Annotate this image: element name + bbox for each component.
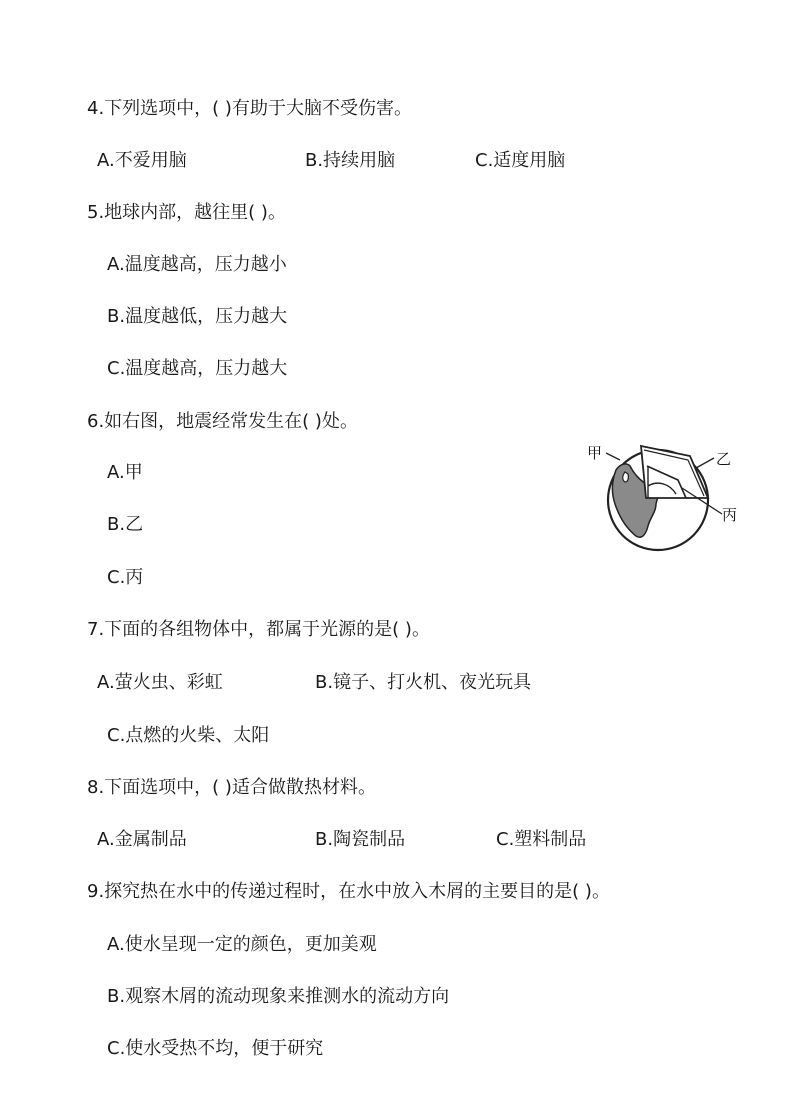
question-9-option-a[interactable]: A.使水呈现一定的颜色，更加美观 [107, 934, 377, 955]
island-shape [623, 472, 629, 482]
question-4-stem: 4.下列选项中，( )有助于大脑不受伤害。 [87, 98, 412, 119]
question-5-stem: 5.地球内部，越往里( )。 [87, 202, 286, 223]
question-8-option-c[interactable]: C.塑料制品 [496, 829, 587, 850]
jia-leader-line [606, 453, 620, 460]
question-7-option-c[interactable]: C.点燃的火柴、太阳 [107, 725, 270, 746]
question-5-option-b[interactable]: B.温度越低，压力越大 [107, 306, 288, 327]
label-bing: 丙 [722, 506, 738, 524]
question-6-stem: 6.如右图，地震经常发生在( )处。 [87, 411, 358, 432]
question-7-option-b[interactable]: B.镜子、打火机、夜光玩具 [315, 672, 532, 693]
question-5-option-c[interactable]: C.温度越高，压力越大 [107, 358, 288, 379]
question-5-option-a[interactable]: A.温度越高，压力越小 [107, 254, 287, 275]
question-9-stem: 9.探究热在水中的传递过程时，在水中放入木屑的主要目的是( )。 [87, 881, 610, 902]
question-7-stem: 7.下面的各组物体中，都属于光源的是( )。 [87, 619, 430, 640]
question-4-option-a[interactable]: A.不爱用脑 [97, 150, 187, 171]
earth-structure-figure [586, 436, 746, 552]
question-6-option-a[interactable]: A.甲 [107, 462, 143, 483]
question-8-option-b[interactable]: B.陶瓷制品 [315, 829, 406, 850]
question-4-option-b[interactable]: B.持续用脑 [305, 150, 396, 171]
yi-leader-line [696, 458, 714, 468]
label-jia: 甲 [587, 444, 603, 462]
question-8-stem: 8.下面选项中，( )适合做散热材料。 [87, 777, 376, 798]
question-9-option-c[interactable]: C.使水受热不均，便于研究 [107, 1038, 324, 1059]
question-4-option-c[interactable]: C.适度用脑 [475, 150, 566, 171]
question-7-option-a[interactable]: A.萤火虫、彩虹 [97, 672, 223, 693]
question-8-option-a[interactable]: A.金属制品 [97, 829, 187, 850]
question-9-option-b[interactable]: B.观察木屑的流动现象来推测水的流动方向 [107, 986, 450, 1007]
question-6-option-c[interactable]: C.丙 [107, 567, 144, 588]
question-6-option-b[interactable]: B.乙 [107, 514, 144, 535]
label-yi: 乙 [716, 450, 732, 468]
